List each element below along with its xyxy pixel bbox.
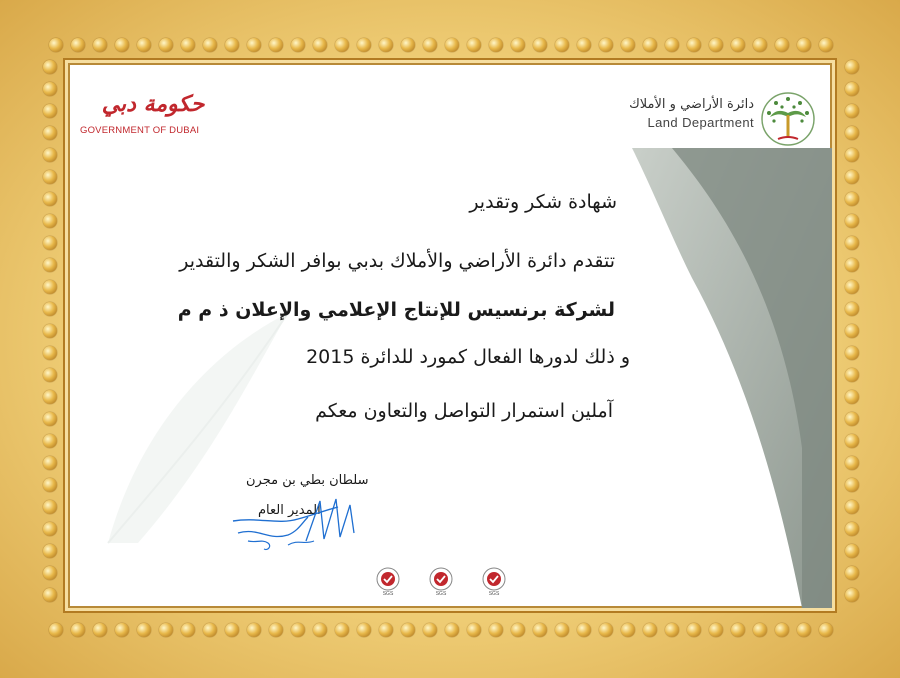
frame-bead — [599, 38, 613, 52]
frame-bead — [43, 280, 57, 294]
frame-bead — [357, 38, 371, 52]
frame-bead — [845, 544, 859, 558]
frame-bead — [731, 38, 745, 52]
frame-bead — [49, 623, 63, 637]
frame-bead — [313, 38, 327, 52]
frame-bead — [819, 623, 833, 637]
frame-bead — [845, 258, 859, 272]
signatory-name: سلطان بطي بن مجرن — [246, 473, 369, 488]
frame-bead — [845, 500, 859, 514]
frame-bead — [159, 38, 173, 52]
frame-bead — [555, 623, 569, 637]
frame-bead — [643, 38, 657, 52]
frame-bead — [43, 192, 57, 206]
certificate-title: شهادة شكر وتقدير — [469, 191, 617, 213]
sgs-seal-icon — [483, 568, 505, 590]
frame-bead — [845, 82, 859, 96]
frame-bead — [291, 623, 305, 637]
frame-bead — [43, 434, 57, 448]
frame-bead — [43, 566, 57, 580]
frame-bead — [577, 38, 591, 52]
frame-bead — [845, 302, 859, 316]
frame-bead — [247, 623, 261, 637]
frame-bead — [621, 38, 635, 52]
frame-bead — [43, 82, 57, 96]
frame-bead — [533, 623, 547, 637]
frame-bead — [115, 38, 129, 52]
frame-bead — [43, 588, 57, 602]
frame-bead — [845, 192, 859, 206]
handwritten-signature — [228, 481, 368, 561]
frame-bead — [511, 623, 525, 637]
frame-bead — [845, 588, 859, 602]
frame-bead — [43, 214, 57, 228]
frame-bead — [775, 38, 789, 52]
frame-bead — [71, 38, 85, 52]
frame-bead — [845, 126, 859, 140]
frame-bead — [819, 38, 833, 52]
frame-bead — [467, 38, 481, 52]
frame-bead — [43, 236, 57, 250]
frame-bead — [797, 623, 811, 637]
frame-bead — [357, 623, 371, 637]
sgs-seal-icon — [377, 568, 399, 590]
frame-bead — [731, 623, 745, 637]
seal-label: SGS — [382, 591, 394, 596]
frame-bead — [225, 38, 239, 52]
frame-bead — [687, 623, 701, 637]
sgs-seal-icon — [430, 568, 452, 590]
frame-bead — [43, 478, 57, 492]
frame-bead — [43, 346, 57, 360]
frame-bead — [845, 104, 859, 118]
frame-bead — [709, 623, 723, 637]
frame-bead — [115, 623, 129, 637]
frame-bead — [137, 38, 151, 52]
frame-bead — [643, 623, 657, 637]
frame-bead — [845, 412, 859, 426]
frame-bead — [401, 623, 415, 637]
frame-bead — [577, 623, 591, 637]
decorative-grey-band — [632, 148, 832, 608]
government-logo-arabic: حكومة دبي — [101, 91, 205, 117]
frame-bead — [621, 623, 635, 637]
frame-bead — [467, 623, 481, 637]
frame-bead — [43, 170, 57, 184]
land-department-arabic: دائرة الأراضي و الأملاك — [629, 97, 754, 112]
recipient-name: لشركة برنسيس للإنتاج الإعلامي والإعلان ذ م م — [177, 299, 615, 321]
frame-bead — [159, 623, 173, 637]
frame-bead — [313, 623, 327, 637]
frame-bead — [845, 368, 859, 382]
frame-bead — [43, 60, 57, 74]
frame-bead — [401, 38, 415, 52]
frame-bead — [247, 38, 261, 52]
frame-bead — [665, 623, 679, 637]
frame-bead — [445, 623, 459, 637]
frame-bead — [43, 324, 57, 338]
frame-bead — [797, 38, 811, 52]
frame-bead — [845, 434, 859, 448]
frame-bead — [845, 522, 859, 536]
frame-bead — [845, 236, 859, 250]
frame-bead — [845, 566, 859, 580]
frame-bead — [43, 412, 57, 426]
closing-line: آملين استمرار التواصل والتعاون معكم — [315, 400, 613, 422]
frame-bead — [445, 38, 459, 52]
frame-bead — [533, 38, 547, 52]
certification-seals — [373, 566, 523, 596]
frame-bead — [43, 522, 57, 536]
certificate-paper — [68, 63, 832, 608]
presenting-line: تتقدم دائرة الأراضي والأملاك بدبي بوافر الشكر والتقدير — [179, 250, 615, 272]
frame-bead — [43, 500, 57, 514]
frame-bead — [43, 390, 57, 404]
frame-bead — [203, 38, 217, 52]
frame-bead — [845, 60, 859, 74]
frame-bead — [775, 623, 789, 637]
frame-bead — [511, 38, 525, 52]
frame-bead — [665, 38, 679, 52]
frame-bead — [423, 623, 437, 637]
frame-bead — [43, 302, 57, 316]
government-of-dubai-logo — [80, 91, 220, 145]
frame-bead — [753, 623, 767, 637]
frame-bead — [269, 623, 283, 637]
frame-bead — [379, 623, 393, 637]
frame-bead — [43, 148, 57, 162]
land-department-logo — [616, 91, 816, 151]
frame-bead — [709, 38, 723, 52]
frame-bead — [845, 390, 859, 404]
frame-bead — [379, 38, 393, 52]
frame-bead — [845, 324, 859, 338]
frame-bead — [335, 623, 349, 637]
frame-bead — [225, 623, 239, 637]
frame-bead — [93, 623, 107, 637]
frame-bead — [291, 38, 305, 52]
frame-bead — [599, 623, 613, 637]
frame-bead — [203, 623, 217, 637]
frame-bead — [43, 258, 57, 272]
frame-bead — [43, 544, 57, 558]
signatory-title: المدير العام — [258, 503, 321, 518]
government-logo-english: GOVERNMENT OF DUBAI — [80, 125, 200, 136]
frame-bead — [181, 38, 195, 52]
frame-bead — [43, 456, 57, 470]
frame-bead — [43, 126, 57, 140]
frame-bead — [93, 38, 107, 52]
frame-bead — [555, 38, 569, 52]
frame-bead — [845, 148, 859, 162]
frame-bead — [137, 623, 151, 637]
frame-bead — [71, 623, 85, 637]
frame-bead — [845, 456, 859, 470]
frame-bead — [845, 478, 859, 492]
seal-label: SGS — [488, 591, 500, 596]
frame-bead — [845, 170, 859, 184]
frame-bead — [423, 38, 437, 52]
palm-tree-emblem-icon — [760, 91, 816, 147]
seal-label: SGS — [435, 591, 447, 596]
frame-bead — [753, 38, 767, 52]
frame-bead — [845, 346, 859, 360]
frame-bead — [687, 38, 701, 52]
frame-bead — [43, 368, 57, 382]
frame-bead — [489, 623, 503, 637]
frame-bead — [269, 38, 283, 52]
frame-bead — [43, 104, 57, 118]
frame-bead — [845, 214, 859, 228]
frame-bead — [335, 38, 349, 52]
reason-line: و ذلك لدورها الفعال كمورد للدائرة 2015 — [306, 346, 630, 368]
land-department-english: Land Department — [647, 115, 754, 130]
frame-bead — [49, 38, 63, 52]
frame-bead — [489, 38, 503, 52]
frame-bead — [845, 280, 859, 294]
frame-bead — [181, 623, 195, 637]
